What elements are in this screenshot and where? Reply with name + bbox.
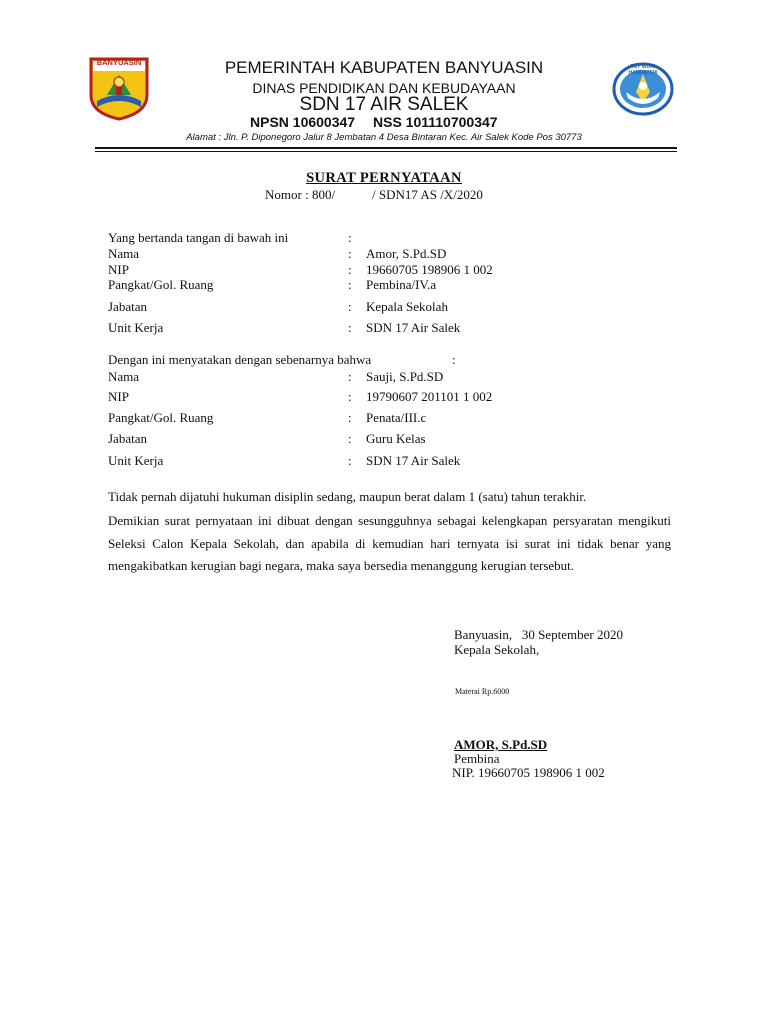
- signer-nip-colon: :: [348, 262, 352, 277]
- kop-nss: NSS 101110700347: [373, 114, 498, 130]
- signer-position-label: Jabatan: [108, 299, 147, 314]
- kop-divider-thin: [95, 151, 677, 152]
- subject-name-value: Sauji, S.Pd.SD: [366, 369, 444, 384]
- signer-unit-label: Unit Kerja: [108, 320, 164, 335]
- subject-name-label: Nama: [108, 369, 140, 384]
- subject-position-colon: :: [348, 431, 352, 446]
- signature-position: Kepala Sekolah,: [454, 642, 540, 657]
- signature-place-date: Banyuasin, 30 September 2020: [454, 627, 623, 642]
- signer-name-value: Amor, S.Pd.SD: [366, 246, 447, 261]
- subject-intro-colon: :: [452, 352, 456, 367]
- signer-rank-colon: :: [348, 277, 352, 292]
- subject-intro: Dengan ini menyatakan dengan sebenarnya bahwa: [108, 352, 372, 367]
- subject-name-colon: :: [348, 369, 352, 384]
- kop-divider-thick: [95, 147, 677, 149]
- signature-rank: Pembina: [454, 751, 500, 766]
- subject-nip-label: NIP: [108, 389, 129, 404]
- kop-alamat: Alamat : Jln. P. Diponegoro Jalur 8 Jembatan 4 Desa Bintaran Kec. Air Salek Kode Pos 30773: [186, 132, 582, 143]
- signer-intro: Yang bertanda tangan di bawah ini: [108, 230, 289, 245]
- subject-nip-colon: :: [348, 389, 352, 404]
- kop-dinas: DINAS PENDIDIKAN DAN KEBUDAYAAN: [252, 80, 516, 96]
- signer-name-label: Nama: [108, 246, 140, 261]
- subject-unit-colon: :: [348, 453, 352, 468]
- signer-unit-value: SDN 17 Air Salek: [366, 320, 461, 335]
- signer-nip-value: 19660705 198906 1 002: [366, 262, 493, 277]
- signer-rank-value: Pembina/IV.a: [366, 277, 437, 292]
- kop-npsn: NPSN 10600347: [250, 114, 356, 130]
- signer-unit-colon: :: [348, 320, 352, 335]
- subject-nip-value: 19790607 201101 1 002: [366, 389, 493, 404]
- subject-position-value: Guru Kelas: [366, 431, 426, 446]
- signer-nip-label: NIP: [108, 262, 129, 277]
- banyuasin-logo-text: BANYUASIN: [96, 58, 142, 67]
- subject-unit-value: SDN 17 Air Salek: [366, 453, 461, 468]
- signer-rank-label: Pangkat/Gol. Ruang: [108, 277, 214, 292]
- tut-wuri-logo-text: TUT WURI HANDAYANI: [628, 64, 658, 76]
- subject-position-label: Jabatan: [108, 431, 147, 446]
- signer-position-colon: :: [348, 299, 352, 314]
- kop-sekolah: SDN 17 AIR SALEK: [299, 94, 469, 115]
- subject-rank-label: Pangkat/Gol. Ruang: [108, 410, 214, 425]
- signer-name-colon: :: [348, 246, 352, 261]
- document-number-prefix: Nomor : 800/: [265, 187, 336, 202]
- signature-materai: Materai Rp.6000: [455, 687, 510, 696]
- subject-unit-label: Unit Kerja: [108, 453, 164, 468]
- signature-nip: NIP. 19660705 198906 1 002: [452, 765, 605, 780]
- signature-name: AMOR, S.Pd.SD: [454, 737, 548, 752]
- subject-rank-value: Penata/III.c: [366, 410, 427, 425]
- document-title: SURAT PERNYATAAN: [306, 170, 462, 186]
- document-number-suffix: / SDN17 AS /X/2020: [372, 187, 483, 202]
- signer-intro-colon: :: [348, 230, 352, 245]
- closing-paragraph: Demikian surat pernyataan ini dibuat dengan sesungguhnya sebagai kelengkapan persyaratan mengikuti Seleksi Calon Kepala Sekolah, dan apabila di kemudian hari ternyata isi surat ini tidak benar yang mengakibatkan kerugian bagi negara, maka saya bersedia menanggung kerugian tersebut.: [108, 513, 671, 573]
- kop-pemerintah: PEMERINTAH KABUPATEN BANYUASIN: [224, 58, 544, 77]
- signer-position-value: Kepala Sekolah: [366, 299, 448, 314]
- statement-paragraph: Tidak pernah dijatuhi hukuman disiplin sedang, maupun berat dalam 1 (satu) tahun terakhir.: [108, 489, 587, 504]
- subject-rank-colon: :: [348, 410, 352, 425]
